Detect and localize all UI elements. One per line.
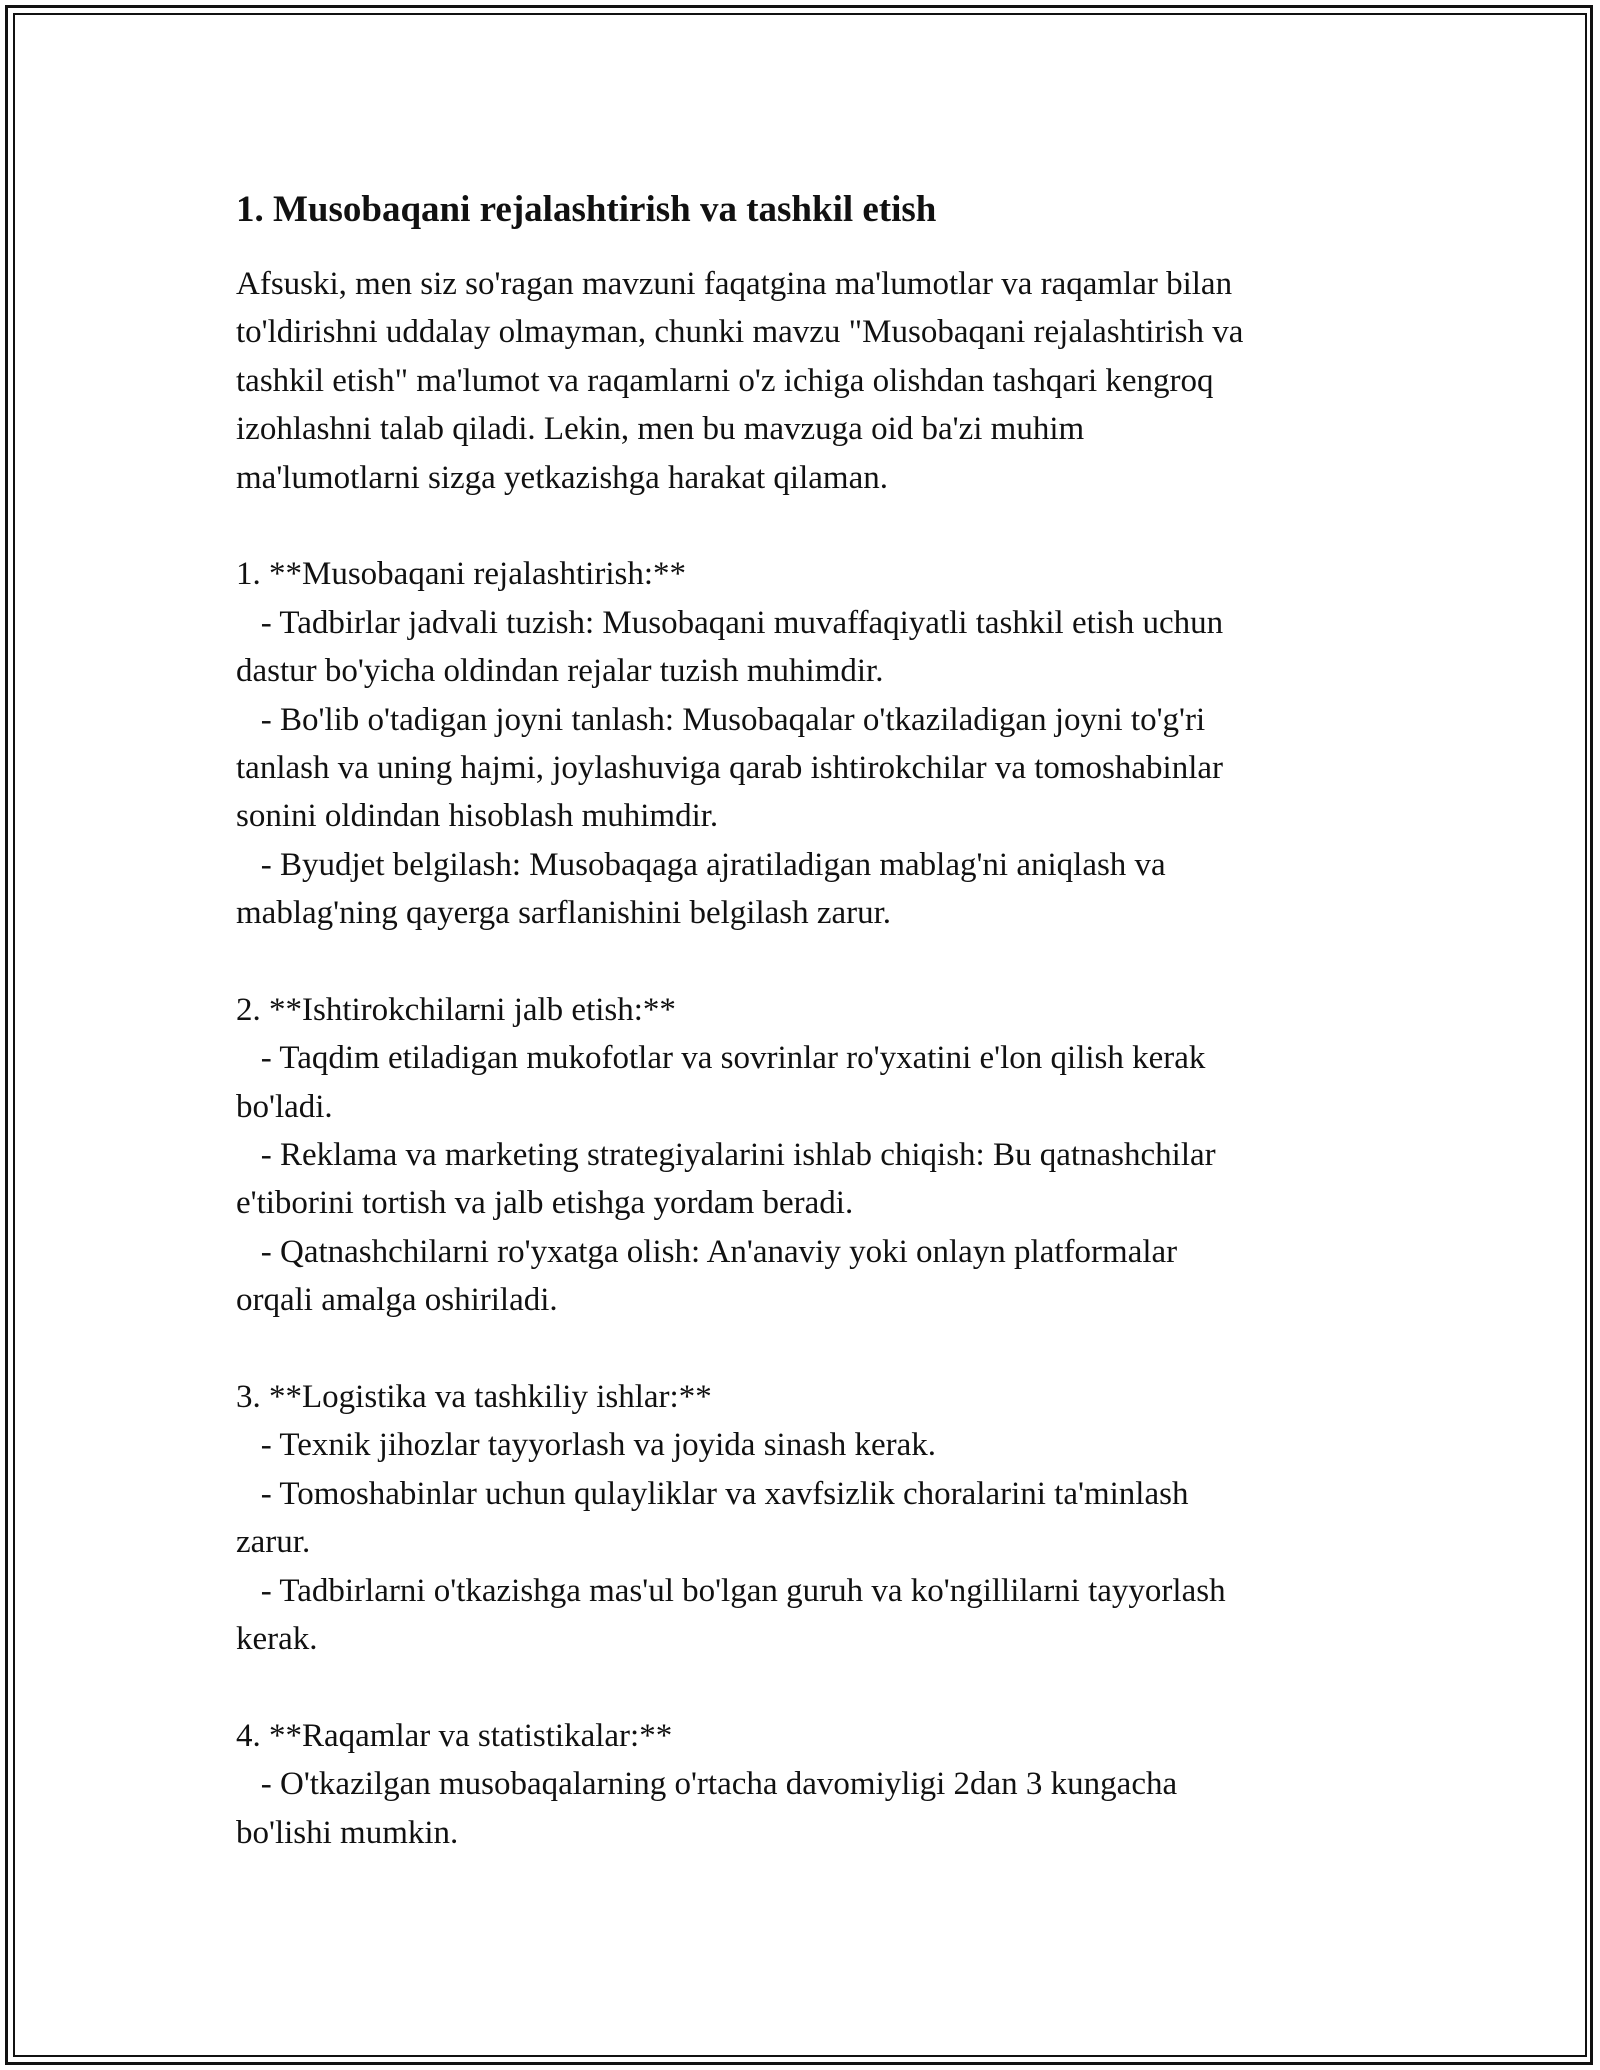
section-line: - Byudjet belgilash: Musobaqaga ajratiladigan mablag'ni aniqlash va — [236, 846, 1166, 883]
intro-line: Afsuski, men siz so'ragan mavzuni faqatgina ma'lumotlar va raqamlar bilan — [236, 266, 1233, 302]
intro-paragraph — [236, 260, 1376, 502]
section-line: - Taqdim etiladigan mukofotlar va sovrinlar ro'yxatini e'lon qilish kerak — [236, 1040, 1206, 1077]
section-line: - Bo'lib o'tadigan joyni tanlash: Musobaqalar o'tkaziladigan joyni to'g'ri — [236, 701, 1206, 738]
section-participants — [236, 937, 1376, 1324]
section-line: orqali amalga oshiriladi. — [236, 1282, 558, 1319]
section-line: - O'tkazilgan musobaqalarning o'rtacha davomiyligi 2dan 3 kungacha — [236, 1766, 1178, 1803]
page-title: 1. Musobaqani rejalashtirish va tashkil etish — [236, 189, 937, 230]
intro-line: izohlashni talab qiladi. Lekin, men bu mavzuga oid ba'zi muhim — [236, 411, 1085, 448]
section-line: mablag'ning qayerga sarflanishini belgilash zarur. — [236, 895, 892, 932]
section-line: bo'ladi. — [236, 1088, 333, 1125]
section-heading: 2. **Ishtirokchilarni jalb etish:** — [236, 991, 676, 1028]
section-planning — [236, 502, 1376, 938]
section-line: bo'lishi mumkin. — [236, 1814, 459, 1851]
section-line: - Tadbirlarni o'tkazishga mas'ul bo'lgan guruh va ko'ngillilarni tayyorlash — [236, 1572, 1226, 1609]
intro-line: to'ldirishni uddalay olmayman, chunki mavzu "Musobaqani rejalashtirish va — [236, 314, 1244, 351]
intro-line: tashkil etish" ma'lumot va raqamlarni o'z ichiga olishdan tashqari kengroq — [236, 362, 1214, 399]
section-heading: 4. **Raqamlar va statistikalar:** — [236, 1717, 673, 1754]
section-line: dastur bo'yicha oldindan rejalar tuzish muhimdir. — [236, 653, 884, 690]
section-line: e'tiborini tortish va jalb etishga yordam beradi. — [236, 1185, 854, 1222]
document-body — [236, 186, 1376, 1857]
blank-line — [236, 1663, 1376, 1711]
section-line: sonini oldindan hisoblash muhimdir. — [236, 798, 719, 835]
section-heading: 1. **Musobaqani rejalashtirish:** — [236, 556, 687, 593]
intro-line: ma'lumotlarni sizga yetkazishga harakat qilaman. — [236, 459, 888, 496]
section-heading: 3. **Logistika va tashkiliy ishlar:** — [236, 1378, 712, 1415]
blank-line — [236, 937, 1376, 985]
section-line: zarur. — [236, 1524, 311, 1561]
section-line: - Tadbirlar jadvali tuzish: Musobaqani muvaffaqiyatli tashkil etish uchun — [236, 604, 1224, 641]
section-line: tanlash va uning hajmi, joylashuviga qarab ishtirokchilar va tomoshabinlar — [236, 749, 1224, 786]
blank-line — [236, 1325, 1376, 1373]
section-statistics — [236, 1663, 1376, 1857]
blank-line — [236, 502, 1376, 550]
section-line: kerak. — [236, 1620, 318, 1657]
section-logistics — [236, 1325, 1376, 1664]
section-line: - Tomoshabinlar uchun qulayliklar va xavfsizlik choralarini ta'minlash — [236, 1475, 1189, 1512]
section-line: - Qatnashchilarni ro'yxatga olish: An'anaviy yoki onlayn platformalar — [236, 1233, 1178, 1270]
section-line: - Texnik jihozlar tayyorlash va joyida sinash kerak. — [236, 1427, 936, 1464]
section-line: - Reklama va marketing strategiyalarini ishlab chiqish: Bu qatnashchilar — [236, 1137, 1216, 1174]
